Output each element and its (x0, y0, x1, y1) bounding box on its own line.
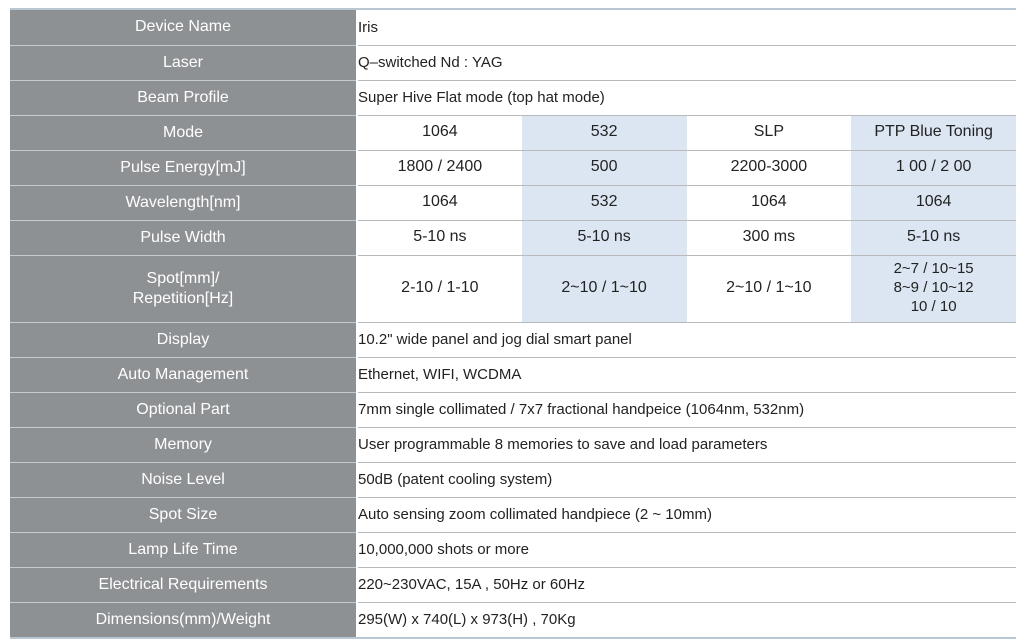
row-label: Mode (10, 115, 357, 150)
row-label: Spot Size (10, 497, 357, 532)
table-cell: 2~10 / 1~10 (687, 255, 852, 322)
row-label: Pulse Energy[mJ] (10, 150, 357, 185)
table-cell: 2200-3000 (687, 150, 852, 185)
row-value: Super Hive Flat mode (top hat mode) (357, 80, 1016, 115)
row-value: Ethernet, WIFI, WCDMA (357, 357, 1016, 392)
row-value: 220~230VAC, 15A , 50Hz or 60Hz (357, 567, 1016, 602)
table-row (10, 10, 1016, 45)
row-value: 295(W) x 740(L) x 973(H) , 70Kg (358, 611, 576, 629)
table-row (10, 185, 1016, 220)
table-cell: 5-10 ns (851, 220, 1016, 255)
row-label: Device Name (10, 10, 357, 45)
table-cell (851, 255, 1016, 322)
table-row (10, 45, 1016, 80)
table-cell: 5-10 ns (357, 220, 522, 255)
row-value: 7mm single collimated / 7x7 fractional handpeice (1064nm, 532nm) (357, 392, 1016, 427)
table-cell: 1 00 / 2 00 (851, 150, 1016, 185)
row-label: Electrical Requirements (10, 567, 357, 602)
table-row (10, 532, 1016, 567)
table-row (10, 255, 1016, 322)
table-cell: 2-10 / 1-10 (357, 255, 522, 322)
row-label-line: Spot[mm]/ (146, 269, 220, 287)
table-row (10, 80, 1016, 115)
table-row (10, 392, 1016, 427)
row-label: Pulse Width (10, 220, 357, 255)
row-value: Auto sensing zoom collimated handpiece (2 ~ 10mm) (357, 497, 1016, 532)
cell-line: 2~7 / 10~15 (893, 260, 974, 278)
table-cell: 500 (522, 150, 687, 185)
row-label: Memory (10, 427, 357, 462)
spec-table (10, 10, 1016, 637)
row-label: Beam Profile (10, 80, 357, 115)
cell-line: 8~9 / 10~12 (893, 279, 974, 297)
table-cell: 300 ms (687, 220, 852, 255)
table-cell: 1800 / 2400 (357, 150, 522, 185)
table-cell: 532 (522, 185, 687, 220)
row-value: Iris (357, 10, 1016, 45)
table-row (10, 357, 1016, 392)
table-cell: 1064 (357, 185, 522, 220)
row-value: User programmable 8 memories to save and load parameters (357, 427, 1016, 462)
row-label: Wavelength[nm] (10, 185, 357, 220)
row-value: 10.2" wide panel and jog dial smart panel (357, 322, 1016, 357)
table-row (10, 462, 1016, 497)
table-cell: 2~10 / 1~10 (522, 255, 687, 322)
mode-slp: SLP (687, 115, 852, 150)
table-cell: 1064 (851, 185, 1016, 220)
mode-ptp-blue-toning: PTP Blue Toning (851, 115, 1016, 150)
row-label: Display (10, 322, 357, 357)
row-label-line: Repetition[Hz] (132, 289, 234, 307)
row-label: Optional Part (10, 392, 357, 427)
row-label (10, 255, 357, 322)
table-row (10, 115, 1016, 150)
mode-532: 532 (522, 115, 687, 150)
table-row (10, 567, 1016, 602)
row-label: Auto Management (10, 357, 357, 392)
table-cell: 1064 (687, 185, 852, 220)
mode-1064: 1064 (357, 115, 522, 150)
row-label: Noise Level (10, 462, 357, 497)
row-value: Q–switched Nd : YAG (357, 45, 1016, 80)
table-row (10, 497, 1016, 532)
table-row (10, 220, 1016, 255)
row-label: Laser (10, 45, 357, 80)
table-row (10, 150, 1016, 185)
row-value: 10,000,000 shots or more (357, 532, 1016, 567)
row-label: Lamp Life Time (10, 532, 357, 567)
row-value: 50dB (patent cooling system) (357, 462, 1016, 497)
table-row (10, 322, 1016, 357)
table-row (10, 602, 1016, 637)
row-label: Dimensions(mm)/Weight (10, 602, 357, 637)
table-row (10, 427, 1016, 462)
cell-line: 10 / 10 (910, 297, 957, 315)
table-cell: 5-10 ns (522, 220, 687, 255)
spec-sheet (10, 8, 1016, 639)
